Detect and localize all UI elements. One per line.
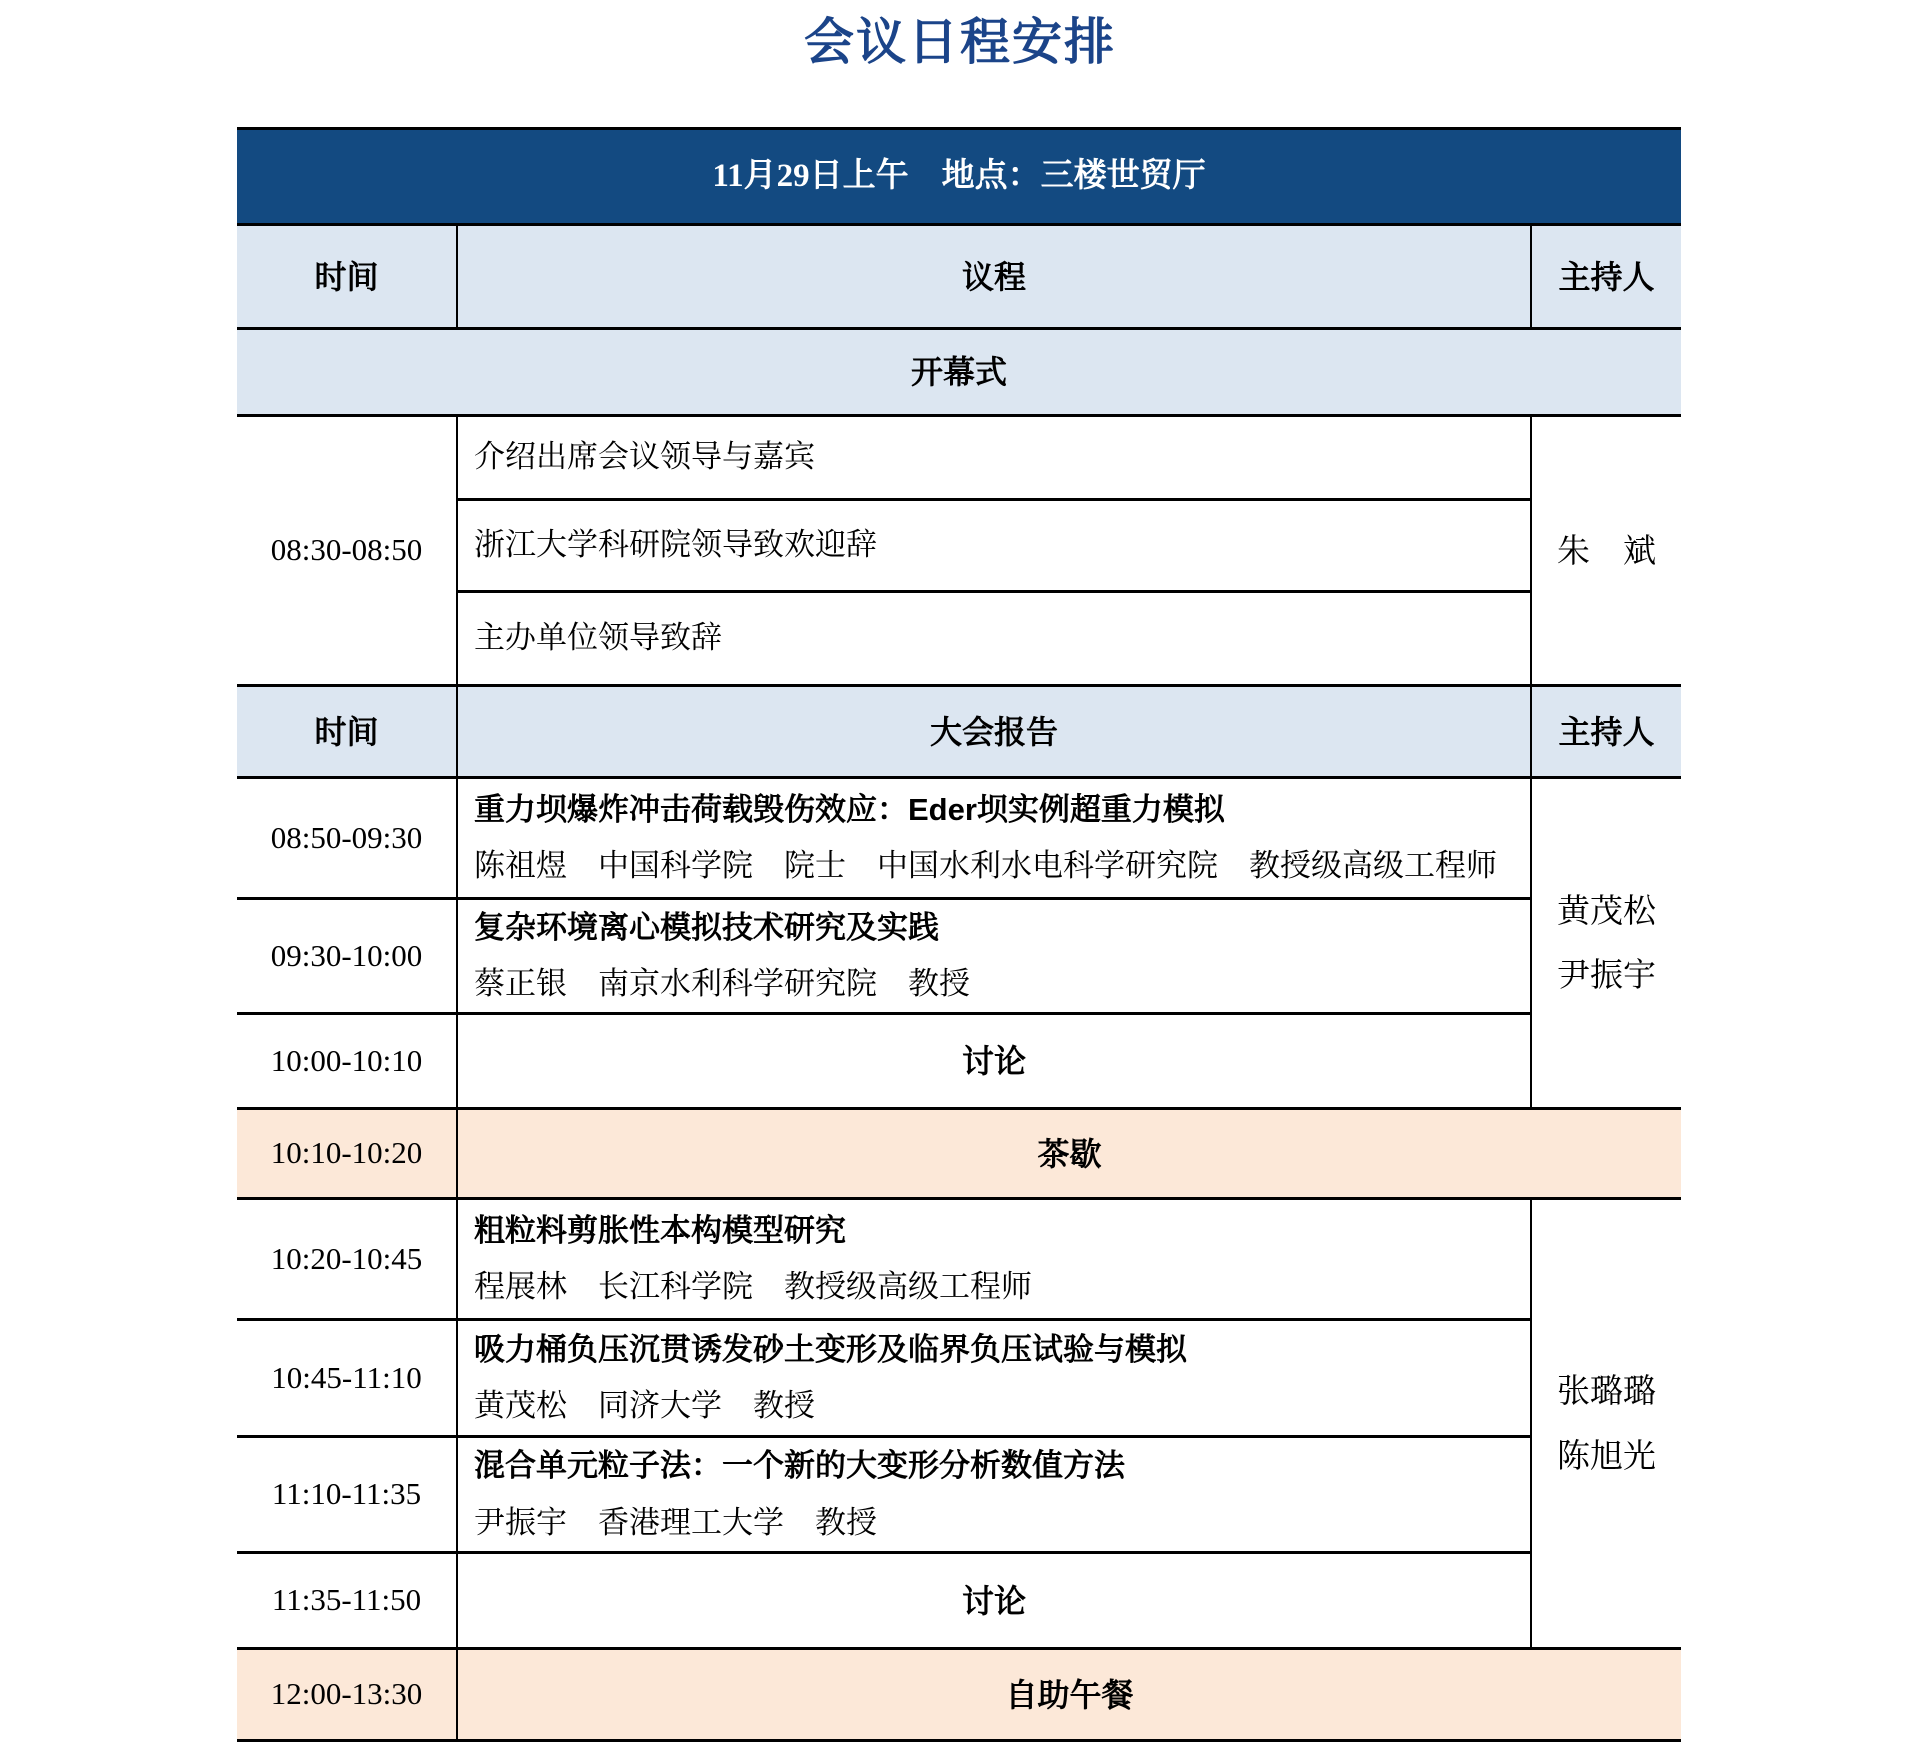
- talk-speaker: 陈祖煜 中国科学院 院士 中国水利水电科学研究院 教授级高级工程师: [474, 848, 1497, 883]
- host-name: 尹振宇: [1557, 956, 1656, 993]
- discussion-time: 11:35-11:50: [237, 1554, 458, 1650]
- talk-time: 08:50-09:30: [237, 779, 458, 900]
- block1-hosts: [1532, 779, 1681, 1110]
- talk-title: 复杂环境离心模拟技术研究及实践: [474, 909, 939, 945]
- talk-speaker: 尹振宇 香港理工大学 教授: [474, 1504, 877, 1540]
- host-name: 黄茂松: [1557, 891, 1656, 929]
- col-header-host-1: 主持人: [1532, 226, 1681, 330]
- talk-speaker: 蔡正银 南京水利科学研究院 教授: [474, 966, 970, 1001]
- col-header-plenary: 大会报告: [458, 687, 1532, 779]
- talk-speaker: 程展林 长江科学院 教授级高级工程师: [474, 1269, 1032, 1304]
- page-title: 会议日程安排: [804, 14, 1116, 70]
- talk-cell: [458, 779, 1532, 900]
- talk-title: 吸力桶负压沉贯诱发砂土变形及临界负压试验与模拟: [474, 1331, 1187, 1367]
- talk-title: 混合单元粒子法：一个新的大变形分析数值方法: [474, 1448, 1125, 1484]
- opening-time: 08:30-08:50: [237, 417, 458, 687]
- talk-time: 10:45-11:10: [237, 1321, 458, 1438]
- talk-speaker: 黄茂松 同济大学 教授: [474, 1388, 815, 1423]
- block2-hosts: [1532, 1200, 1681, 1650]
- agenda-table: [237, 127, 1681, 1742]
- session-header-bar: 11月29日上午 地点：三楼世贸厅: [237, 130, 1681, 226]
- opening-item: 浙江大学科研院领导致欢迎辞: [458, 501, 1532, 593]
- talk-time: 11:10-11:35: [237, 1438, 458, 1554]
- host-name: 陈旭光: [1557, 1436, 1656, 1474]
- talk-title: 重力坝爆炸冲击荷载毁伤效应：Eder坝实例超重力模拟: [474, 791, 1225, 827]
- lunch-time: 12:00-13:30: [237, 1650, 458, 1742]
- tea-break-time: 10:10-10:20: [237, 1110, 458, 1200]
- discussion-time: 10:00-10:10: [237, 1015, 458, 1110]
- opening-host: 朱 斌: [1532, 417, 1681, 687]
- discussion-label: 讨论: [458, 1554, 1532, 1650]
- talk-title: 粗粒料剪胀性本构模型研究: [474, 1212, 846, 1248]
- opening-item: 主办单位领导致辞: [458, 593, 1532, 687]
- col-header-time-1: 时间: [237, 226, 458, 330]
- talk-time: 10:20-10:45: [237, 1200, 458, 1321]
- talk-cell: [458, 1438, 1532, 1554]
- talk-cell: [458, 900, 1532, 1015]
- talk-cell: [458, 1200, 1532, 1321]
- opening-item: 介绍出席会议领导与嘉宾: [458, 417, 1532, 501]
- col-header-agenda-1: 议程: [458, 226, 1532, 330]
- opening-section-label: 开幕式: [237, 330, 1681, 417]
- lunch-label: 自助午餐: [458, 1650, 1681, 1742]
- host-name: 张璐璐: [1557, 1372, 1656, 1410]
- talk-time: 09:30-10:00: [237, 900, 458, 1015]
- talk-cell: [458, 1321, 1532, 1438]
- col-header-host-2: 主持人: [1532, 687, 1681, 779]
- col-header-time-2: 时间: [237, 687, 458, 779]
- discussion-label: 讨论: [458, 1015, 1532, 1110]
- tea-break-label: 茶歇: [458, 1110, 1681, 1200]
